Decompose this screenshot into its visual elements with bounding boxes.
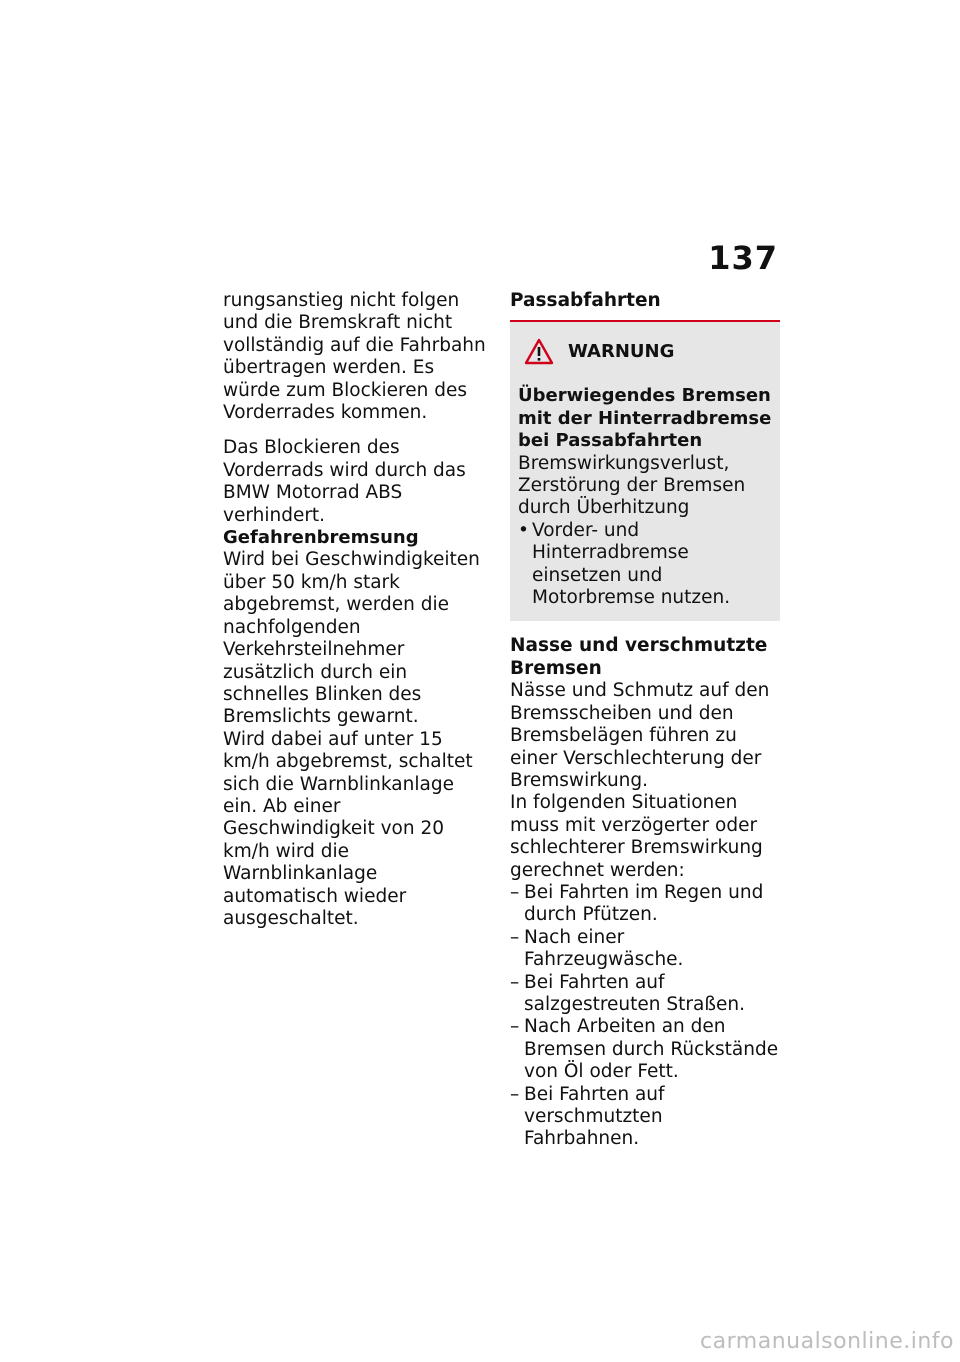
dash-marker: – <box>510 926 520 948</box>
warning-bullet <box>518 520 772 610</box>
list-item-text: Bei Fahrten im Regen und durch Pfützen. <box>524 881 764 926</box>
warning-text: Bremswirkungsverlust, Zerstörung der Bremsen durch Überhitzung <box>518 452 746 519</box>
dash-marker: – <box>510 1083 520 1105</box>
dash-marker: – <box>510 1016 520 1038</box>
body-paragraph: Nässe und Schmutz auf den Bremsscheiben und den Bremsbelägen führen zu einer Verschlechterung der Bremswirkung. <box>510 680 770 791</box>
list-item-text: Nach einer Fahrzeugwäsche. <box>524 926 684 971</box>
watermark: carmanualsonline.info <box>700 1329 954 1354</box>
list-item <box>510 972 780 1017</box>
list-item <box>510 1016 780 1083</box>
list-item-text: Nach Arbeiten an den Bremsen durch Rückstände von Öl oder Fett. <box>524 1016 779 1083</box>
warning-title: WARNUNG <box>568 341 675 363</box>
right-column <box>510 290 780 1151</box>
wet-brakes-section <box>510 635 780 1150</box>
list-item-text: Bei Fahrten auf salzgestreuten Straßen. <box>524 971 745 1015</box>
body-paragraph: Das Blockieren des Vorderrads wird durch das BMW Motorrad ABS verhindert. <box>223 437 466 526</box>
warning-triangle-icon <box>524 338 554 365</box>
section-heading-gefahrenbremsung: Gefahrenbremsung <box>223 527 419 549</box>
warning-bullet-text: Vorder- und Hinterradbremse einsetzen und Motorbremse nutzen. <box>532 519 731 609</box>
section-heading-passabfahrten: Passabfahrten <box>510 290 661 311</box>
section-heading-nasse-bremsen: Nasse und verschmutzte Bremsen <box>510 635 768 679</box>
body-paragraph: Wird bei Geschwindigkeiten über 50 km/h stark abgebremst, werden die nachfolgenden Verkehrsteilnehmer zusätzlich durch ein schnelles Blinken des Bremslichts gewarnt. <box>223 549 480 728</box>
list-item <box>510 1084 780 1151</box>
left-column <box>223 290 491 930</box>
list-item <box>510 927 780 972</box>
dash-marker: – <box>510 881 520 903</box>
warning-box <box>510 322 780 621</box>
list-item <box>510 882 780 927</box>
body-paragraph: rungsanstieg nicht folgen und die Bremskraft nicht vollständig auf die Fahrbahn übertragen werden. Es würde zum Blockieren des Vorderrades kommen. <box>223 290 486 424</box>
dash-marker: – <box>510 971 520 993</box>
warning-subheading: Überwiegendes Bremsen mit der Hinterradbremse bei Passabfahrten <box>518 385 772 452</box>
warning-header <box>524 338 772 365</box>
situation-list <box>510 882 780 1151</box>
page-number: 137 <box>708 239 778 277</box>
body-paragraph: In folgenden Situationen muss mit verzögerter oder schlechterer Bremswirkung gerechnet werden: <box>510 792 763 881</box>
body-paragraph: Wird dabei auf unter 15 km/h abgebremst, schaltet sich die Warnblinkanlage ein. Ab einer Geschwindigkeit von 20 km/h wird die Warnblinkanlage automatisch wieder ausgeschaltet. <box>223 728 473 929</box>
list-item-text: Bei Fahrten auf verschmutzten Fahrbahnen. <box>524 1083 665 1150</box>
bullet-marker: • <box>518 519 529 541</box>
